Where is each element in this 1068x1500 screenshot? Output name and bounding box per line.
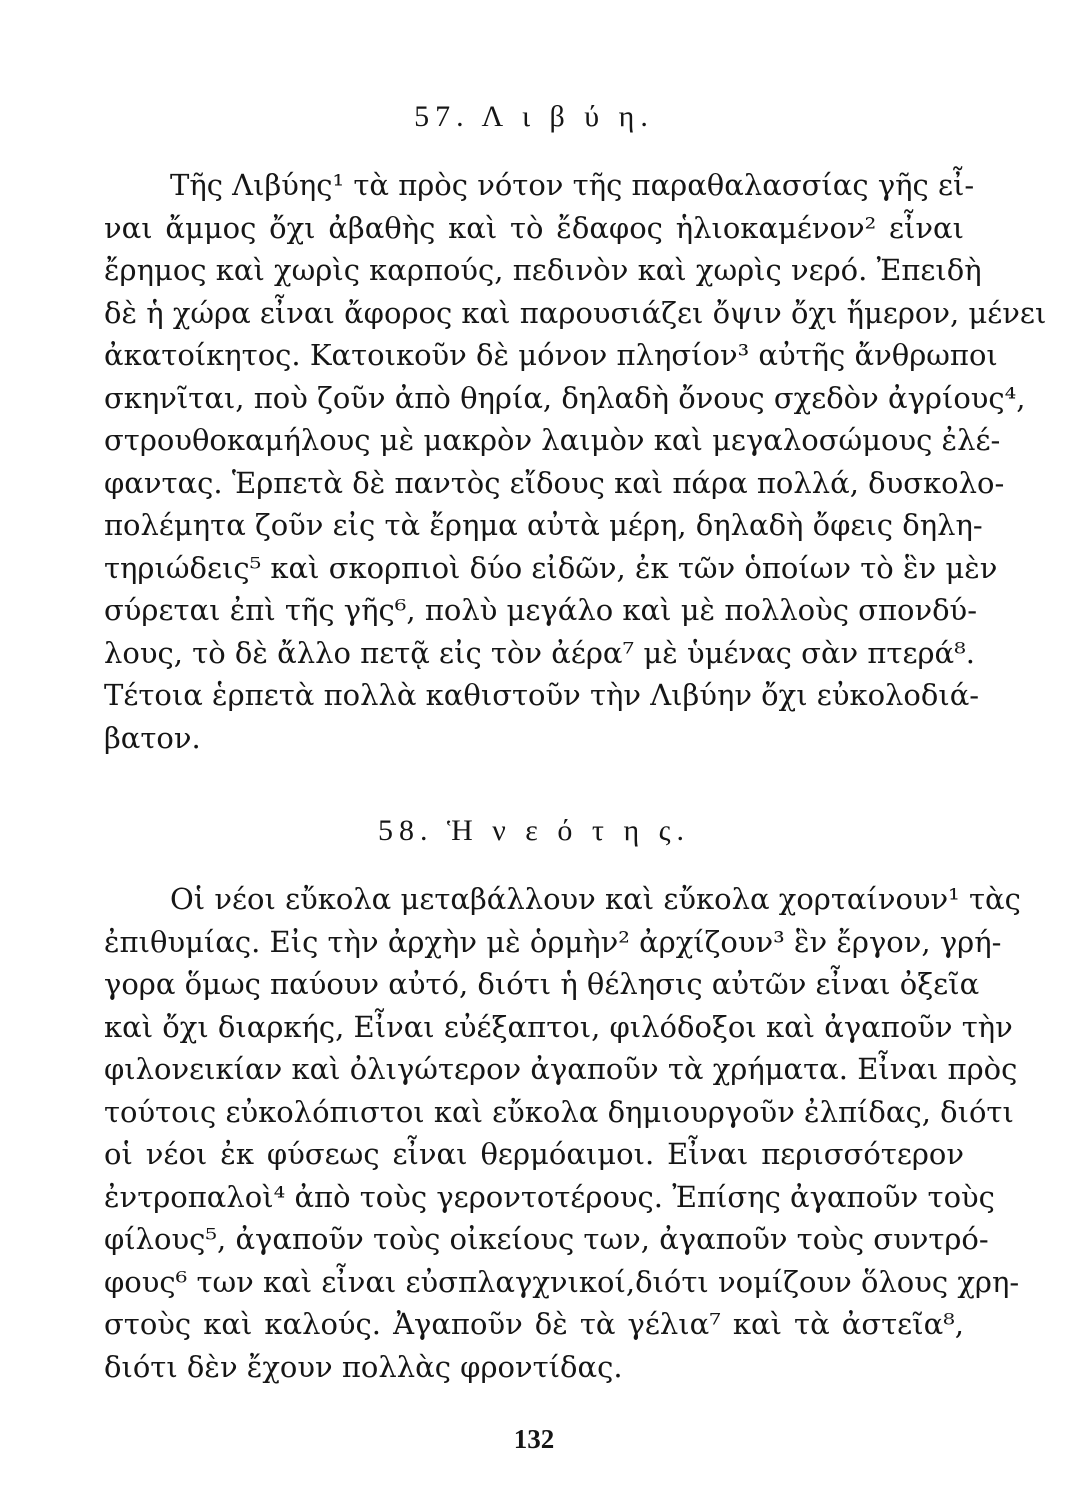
text-line: Τέτοια ἑρπετὰ πολλὰ καθιστοῦν τὴν Λιβύην ὄχι εὐκολοδιά- (104, 678, 980, 712)
page-number: 132 (513, 1424, 555, 1454)
text-line: δὲ ἡ χώρα εἶναι ἄφορος καὶ παρουσιάζει ὄψιν ὄχι ἥμερον, μένει (104, 295, 1047, 330)
text-line: σκηνῖται, ποὺ ζοῦν ἀπὸ θηρία, δηλαδὴ ὄνους σχεδὸν ἀγρίους⁴, (104, 380, 1026, 415)
text-line: Τῆς Λιβύης¹ τὰ πρὸς νότον τῆς παραθαλασσίας γῆς εἶ- (170, 168, 975, 202)
paragraph-youth (104, 878, 1021, 1388)
text-line: στρουθοκαμήλους μὲ μακρὸν λαιμὸν καὶ μεγαλοσώμους ἐλέ- (104, 423, 1001, 457)
text-line: λους, τὸ δὲ ἄλλο πετᾷ εἰς τὸν ἀέρα⁷ μὲ ὑμένας σὰν πτερά⁸. (104, 635, 975, 670)
text-line: ἐπιθυμίας. Εἰς τὴν ἀρχὴν μὲ ὁρμὴν² ἀρχίζουν³ ἓν ἔργον, γρή- (104, 924, 1002, 959)
text-line: φίλους⁵, ἀγαποῦν τοὺς οἰκείους των, ἀγαποῦν τοὺς συντρό- (104, 1222, 989, 1256)
text-line: τηριώδεις⁵ καὶ σκορπιοὶ δύο εἰδῶν, ἐκ τῶν ὁποίων τὸ ἓν μὲν (104, 550, 998, 585)
text-line: Οἱ νέοι εὔκολα μεταβάλλουν καὶ εὔκολα χορταίνουν¹ τὰς (170, 882, 1021, 916)
text-line: ἀκατοίκητος. Κατοικοῦν δὲ μόνον πλησίον³ αὐτῆς ἄνθρωποι (104, 338, 998, 372)
text-line: οἱ νέοι ἐκ φύσεως εἶναι θερμόαιμοι. Εἶναι περισσότερον (104, 1137, 964, 1171)
text-line: πολέμητα ζοῦν εἰς τὰ ἔρημα αὐτὰ μέρη, δηλαδὴ ὄφεις δηλη- (104, 508, 983, 542)
text-line: ἔρημος καὶ χωρὶς καρπούς, πεδινὸν καὶ χωρὶς νερό. Ἐπειδὴ (104, 253, 982, 287)
text-line: γορα ὅμως παύουν αὐτό, διότι ἡ θέλησις αὐτῶν εἶναι ὀξεῖα (104, 967, 980, 1001)
paragraph-libya (104, 164, 1047, 759)
section-heading-libya: 57. Λ ι β ύ η. (414, 100, 654, 133)
text-line: φιλονεικίαν καὶ ὀλιγώτερον ἀγαποῦν τὰ χρήματα. Εἶναι πρὸς (104, 1052, 1018, 1086)
text-line: καὶ ὄχι διαρκής, Εἶναι εὐέξαπτοι, φιλόδοξοι καὶ ἀγαποῦν τὴν (104, 1009, 1013, 1044)
section-heading-youth: 58. Ἡ ν ε ό τ η ς. (377, 814, 691, 847)
text-line: τούτοις εὐκολόπιστοι καὶ εὔκολα δημιουργοῦν ἐλπίδας, διότι (104, 1094, 1014, 1129)
text-line: διότι δὲν ἔχουν πολλὰς φροντίδας. (104, 1349, 623, 1384)
text-line: ἐντροπαλοὶ⁴ ἀπὸ τοὺς γεροντοτέρους. Ἐπίσης ἀγαποῦν τοὺς (104, 1179, 995, 1214)
text-line: φαντας. Ἑρπετὰ δὲ παντὸς εἴδους καὶ πάρα πολλά, δυσκολο- (104, 465, 1005, 500)
text-line: σύρεται ἐπὶ τῆς γῆς⁶, πολὺ μεγάλο καὶ μὲ πολλοὺς σπονδύ- (104, 593, 977, 627)
text-line: φους⁶ των καὶ εἶναι εὐσπλαγχνικοί,διότι νομίζουν ὅλους χρη- (104, 1264, 1020, 1299)
text-line: στοὺς καὶ καλούς. Ἀγαποῦν δὲ τὰ γέλια⁷ καὶ τὰ ἀστεῖα⁸, (104, 1307, 964, 1341)
text-line: ναι ἄμμος ὄχι ἀβαθὴς καὶ τὸ ἔδαφος ἡλιοκαμένον² εἶναι (104, 210, 964, 245)
text-line: βατον. (104, 720, 201, 755)
